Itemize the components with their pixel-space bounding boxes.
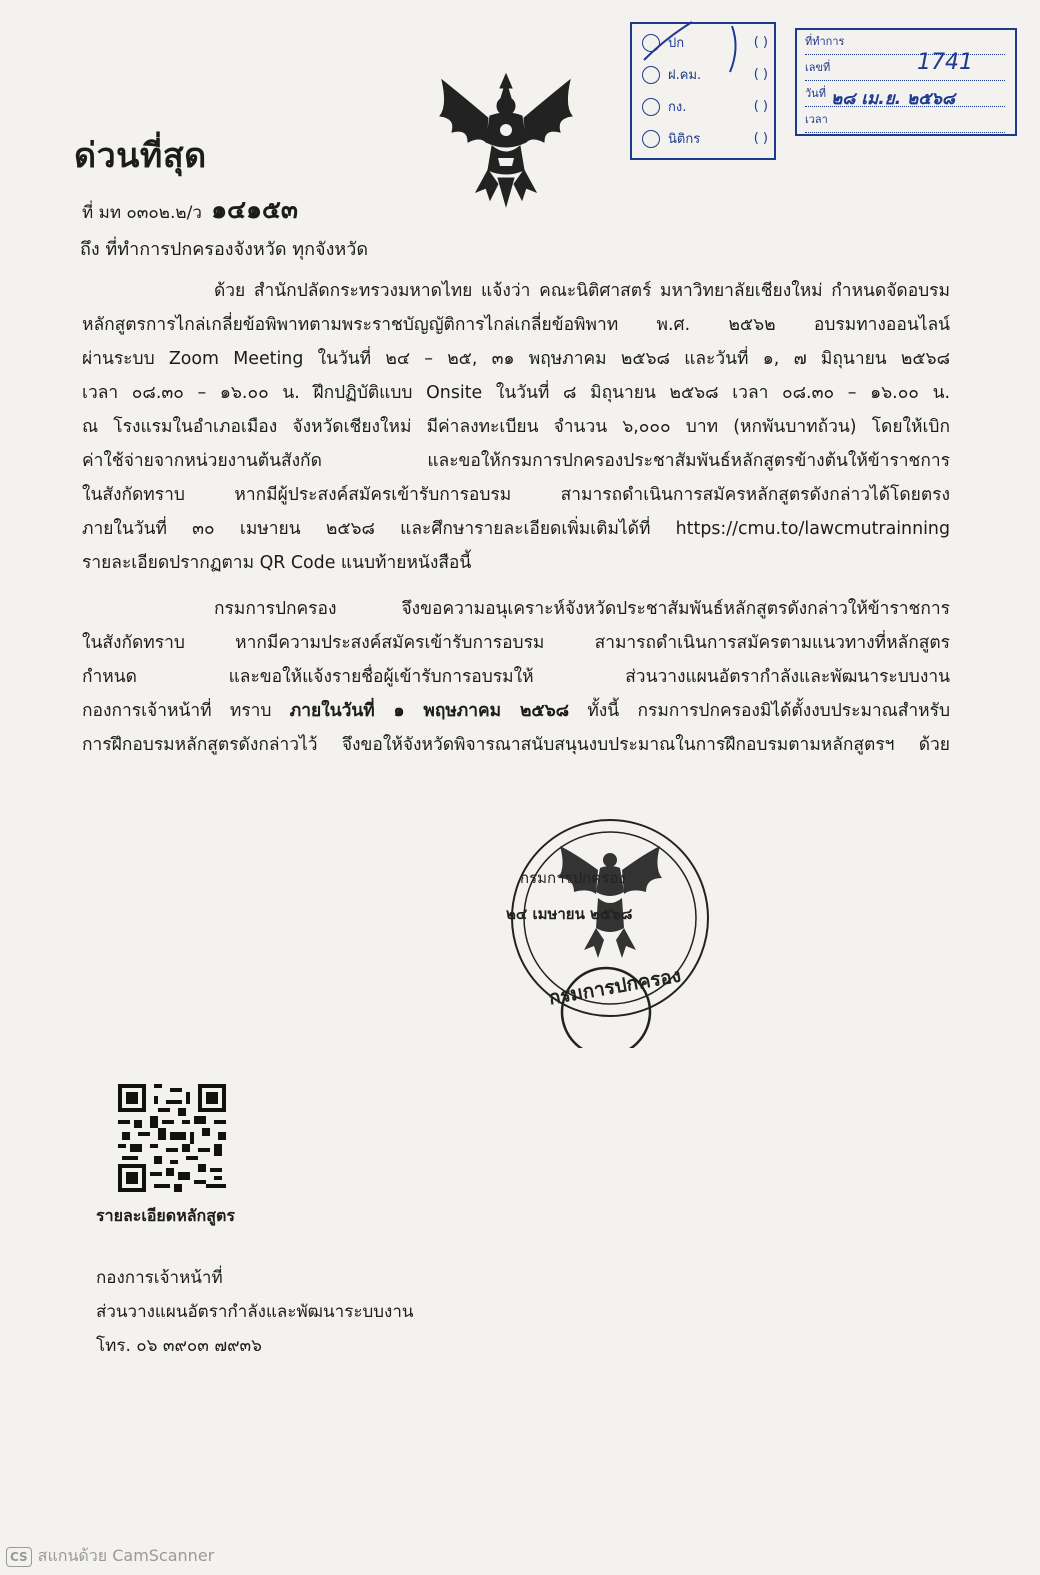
stamp-number-label: เลขที่ xyxy=(805,58,1005,81)
paragraph-line: ณ โรงแรมในอำเภอเมือง จังหวัดเชียงใหม่ มีค่าลงทะเบียน จำนวน ๖,๐๐๐ บาท (หกพันบาทถ้วน) โดยให้เบิก xyxy=(82,417,950,437)
paragraph-line: ผ่านระบบ Zoom Meeting ในวันที่ ๒๔ – ๒๕, ๓๑ พฤษภาคม ๒๕๖๘ และวันที่ ๑, ๗ มิถุนายน ๒๕๖๘ xyxy=(82,349,950,369)
camscanner-watermark xyxy=(6,1544,214,1569)
seal-date: ๒๔ เมษายน ๒๕๖๘ xyxy=(506,905,633,923)
official-seal-icon xyxy=(496,808,726,1048)
paragraph-line: ค่าใช้จ่ายจากหน่วยงานต้นสังกัด และขอให้กรมการปกครองประชาสัมพันธ์หลักสูตรข้างต้นให้ข้าราชการ xyxy=(82,451,950,471)
addressee: ถึง ที่ทำการปกครองจังหวัด ทุกจังหวัด xyxy=(80,239,369,260)
body-paragraph-2 xyxy=(82,592,950,762)
stamp-row-mark: ( ) xyxy=(753,67,768,82)
paragraph-text: กองการเจ้าหน้าที่ ทราบ xyxy=(82,701,272,721)
footer-section: ส่วนวางแผนอัตรากำลังและพัฒนาระบบงาน xyxy=(96,1302,414,1322)
body-paragraph-1 xyxy=(82,274,950,580)
stamp-row-label: ปก xyxy=(668,36,685,51)
paragraph-line: รายละเอียดปรากฏตาม QR Code แนบท้ายหนังสือนี้ xyxy=(82,553,472,573)
checkbox-circle-icon xyxy=(642,130,660,148)
deadline-text: ภายในวันที่ ๑ พฤษภาคม ๒๕๖๘ xyxy=(289,701,570,721)
footer-phone: โทร. ๐๖ ๓๙๐๓ ๗๙๓๖ xyxy=(96,1336,262,1356)
seal-ring-text: กรมการปกครอง xyxy=(547,964,683,1010)
paragraph-line: หลักสูตรการไกล่เกลี่ยข้อพิพาทตามพระราชบัญญัติการไกล่เกลี่ยข้อพิพาท พ.ศ. ๒๕๖๒ อบรมทางออนไลน์ xyxy=(82,315,950,335)
qr-code-icon xyxy=(118,1084,226,1192)
garuda-emblem-icon xyxy=(432,66,580,214)
paragraph-line: กรมการปกครอง จึงขอความอนุเคราะห์จังหวัดประชาสัมพันธ์หลักสูตรดังกล่าวให้ข้าราชการ xyxy=(214,599,950,619)
paragraph-line: การฝึกอบรมหลักสูตรดังกล่าวไว้ จึงขอให้จังหวัดพิจารณาสนับสนุนงบประมาณในการฝึกอบรมตามหลักสูตรฯ ด้วย xyxy=(82,735,950,755)
urgency-heading: ด่วนที่สุด xyxy=(74,136,207,176)
stamp-date-value: ๒๘ เม.ย. ๒๕๖๘ xyxy=(831,89,956,109)
paragraph-line: ภายในวันที่ ๓๐ เมษายน ๒๕๖๘ และศึกษารายละเอียดเพิ่มเติมได้ที่ https://cmu.to/lawcmutrainning xyxy=(82,519,950,539)
camscanner-logo-icon: CS xyxy=(6,1547,32,1567)
stamp-row-mark: ( ) xyxy=(753,131,768,146)
receipt-stamp-registry xyxy=(795,28,1017,136)
camscanner-text: สแกนด้วย CamScanner xyxy=(37,1546,215,1565)
stamp-number-value: 1741 xyxy=(917,50,973,75)
footer-division: กองการเจ้าหน้าที่ xyxy=(96,1268,223,1288)
receipt-stamp-routing xyxy=(630,22,776,160)
stamp-row-label: ฝ.คม. xyxy=(668,68,702,83)
paragraph-text: ทั้งนี้ กรมการปกครองมิได้ตั้งงบประมาณสำหรับ xyxy=(587,701,951,721)
stamp-row-mark: ( ) xyxy=(753,99,768,114)
stamp-date-label: วันที่ xyxy=(805,84,1005,107)
stamp-row-label: กง. xyxy=(668,100,687,115)
paragraph-line: เวลา ๐๘.๓๐ – ๑๖.๐๐ น. ฝึกปฏิบัติแบบ Onsite ในวันที่ ๘ มิถุนายน ๒๕๖๘ เวลา ๐๘.๓๐ – ๑๖.๐๐ น. xyxy=(82,383,950,403)
seal-agency: กรมการปกครอง xyxy=(520,869,626,887)
checkbox-circle-icon xyxy=(642,98,660,116)
paragraph-line: ด้วย สำนักปลัดกระทรวงมหาดไทย แจ้งว่า คณะนิติศาสตร์ มหาวิทยาลัยเชียงใหม่ กำหนดจัดอบรม xyxy=(214,281,950,301)
paragraph-line: ในสังกัดทราบ หากมีความประสงค์สมัครเข้ารับการอบรม สามารถดำเนินการสมัครตามแนวทางที่หลักสูตร xyxy=(82,633,950,653)
handwritten-check-icon xyxy=(636,18,756,88)
stamp-row-mark: ( ) xyxy=(753,35,768,50)
paragraph-line: ในสังกัดทราบ หากมีผู้ประสงค์สมัครเข้ารับการอบรม สามารถดำเนินการสมัครหลักสูตรดังกล่าวได้โดยตรง xyxy=(82,485,950,505)
qr-code-label: รายละเอียดหลักสูตร xyxy=(96,1206,235,1225)
stamp-time-label: เวลา xyxy=(805,110,1005,133)
stamp-row-label: นิติกร xyxy=(668,132,701,147)
document-prefix: ที่ มท ๐๓๐๒.๒/ว xyxy=(82,203,202,223)
document-number xyxy=(82,190,298,230)
paragraph-line: กำหนด และขอให้แจ้งรายชื่อผู้เข้ารับการอบรมให้ ส่วนวางแผนอัตรากำลังและพัฒนาระบบงาน xyxy=(82,667,950,687)
document-number-value: ๑๔๑๕๓ xyxy=(211,195,298,224)
paragraph-line xyxy=(82,694,950,728)
stamp-office-label: ที่ทำการ xyxy=(805,32,1005,55)
